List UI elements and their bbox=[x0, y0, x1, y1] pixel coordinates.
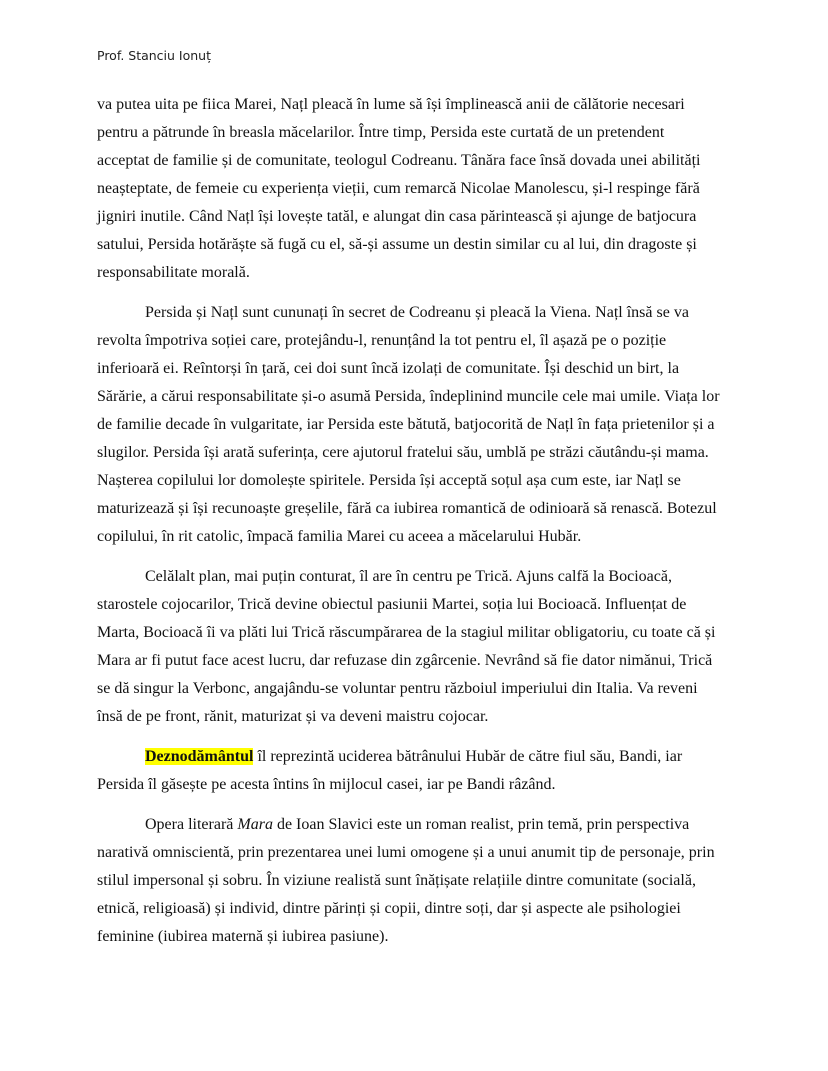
text-segment: de Ioan Slavici este un roman realist, prin temă, prin perspectiva bbox=[272, 816, 690, 833]
text-line: satului, Persida hotărăște să fugă cu el, să-și assume un destin similar cu al lui, din dragoste și bbox=[97, 236, 697, 253]
paragraph bbox=[97, 811, 747, 951]
text-line: acceptat de familie și de comunitate, teologul Codreanu. Tânăra face însă dovada unei abilități bbox=[97, 152, 701, 169]
document-body bbox=[97, 91, 747, 963]
text-line: Marta, Bocioacă îi va plăti lui Trică răscumpărarea de la stagiul militar obligatoriu, cu toate că și bbox=[97, 624, 716, 641]
text-line: responsabilitate morală. bbox=[97, 264, 250, 281]
text-line bbox=[97, 811, 747, 839]
text-line: etnică, religioasă) și individ, dintre părinți și copii, dintre soți, dar și aspecte ale psihologiei bbox=[97, 900, 681, 917]
text-line: Nașterea copilului lor domolește spiritele. Persida își acceptă soțul așa cum este, iar Națl se bbox=[97, 472, 681, 489]
text-line: jigniri inutile. Când Națl își lovește tatăl, e alungat din casa părintească și ajunge de batjocura bbox=[97, 208, 697, 225]
text-line: va putea uita pe fiica Marei, Națl pleacă în lume să își împlinească anii de călătorie necesari bbox=[97, 96, 685, 113]
text-line bbox=[97, 743, 747, 771]
page-header-author: Prof. Stanciu Ionuț bbox=[97, 48, 212, 63]
text-segment: Opera literară bbox=[145, 816, 238, 833]
text-line: se dă singur la Verbonc, angajându-se voluntar pentru războiul imperiului din Italia. Va reveni bbox=[97, 680, 698, 697]
text-line: starostele cojocarilor, Trică devine obiectul pasiunii Martei, soția lui Bocioacă. Influențat de bbox=[97, 596, 687, 613]
paragraph bbox=[97, 743, 747, 799]
paragraph bbox=[97, 91, 747, 287]
paragraph bbox=[97, 299, 747, 551]
text-line: maturizează și își recunoaște greșelile, fără ca iubirea romantică de odinioară să renască. Botezul bbox=[97, 500, 717, 517]
text-line: stilul impersonal și sobru. În viziune realistă sunt înățișate relațiile dintre comunitate (socială, bbox=[97, 872, 696, 889]
italic-title: Mara bbox=[237, 816, 273, 833]
highlighted-term: Deznodământul bbox=[145, 748, 254, 765]
text-line: însă de pe front, rănit, maturizat și va deveni maistru cojocar. bbox=[97, 708, 489, 725]
text-line: neașteptate, de femeie cu experiența vieții, cum remarcă Nicolae Manolescu, și-l respinge fără bbox=[97, 180, 700, 197]
text-segment: îl reprezintă uciderea bătrânului Hubăr de către fiul său, Bandi, iar bbox=[253, 748, 683, 765]
text-line: feminine (iubirea maternă și iubirea pasiune). bbox=[97, 928, 389, 945]
text-line: Persida și Națl sunt cununați în secret de Codreanu și pleacă la Viena. Națl însă se va bbox=[145, 304, 689, 321]
text-line: pentru a pătrunde în breasla măcelarilor. Între timp, Persida este curtată de un pretendent bbox=[97, 124, 665, 141]
text-line: narativă omniscientă, prin prezentarea unei lumi omogene și a unui anumit tip de personaje, prin bbox=[97, 844, 715, 861]
text-line: Celălalt plan, mai puțin conturat, îl are în centru pe Trică. Ajuns calfă la Bocioacă, bbox=[145, 568, 672, 585]
text-line: inferioară ei. Reîntorși în țară, cei doi sunt încă izolați de comunitate. Își deschid un birt, la bbox=[97, 360, 680, 377]
text-line: slugilor. Persida își arată suferința, cere ajutorul fratelui său, umblă pe străzi căutându-și mama. bbox=[97, 444, 709, 461]
text-line: de familie decade în vulgaritate, iar Persida este bătută, batjocorită de Națl în fața prietenilor și a bbox=[97, 416, 715, 433]
text-line: Sărărie, a cărui responsabilitate și-o asumă Persida, îndeplinind muncile cele mai umile. Viața lor bbox=[97, 388, 720, 405]
text-line: Mara ar fi putut face acest lucru, dar refuzase din zgârcenie. Nevrând să fie dator nimănui, Trică bbox=[97, 652, 713, 669]
text-line: Persida îl găsește pe acesta întins în mijlocul casei, iar pe Bandi râzând. bbox=[97, 776, 556, 793]
paragraph bbox=[97, 563, 747, 731]
text-line: copilului, în rit catolic, împacă familia Marei cu aceea a măcelarului Hubăr. bbox=[97, 528, 582, 545]
text-line: revolta împotriva soției care, protejându-l, renunțând la tot pentru el, îl așază pe o poziție bbox=[97, 332, 667, 349]
